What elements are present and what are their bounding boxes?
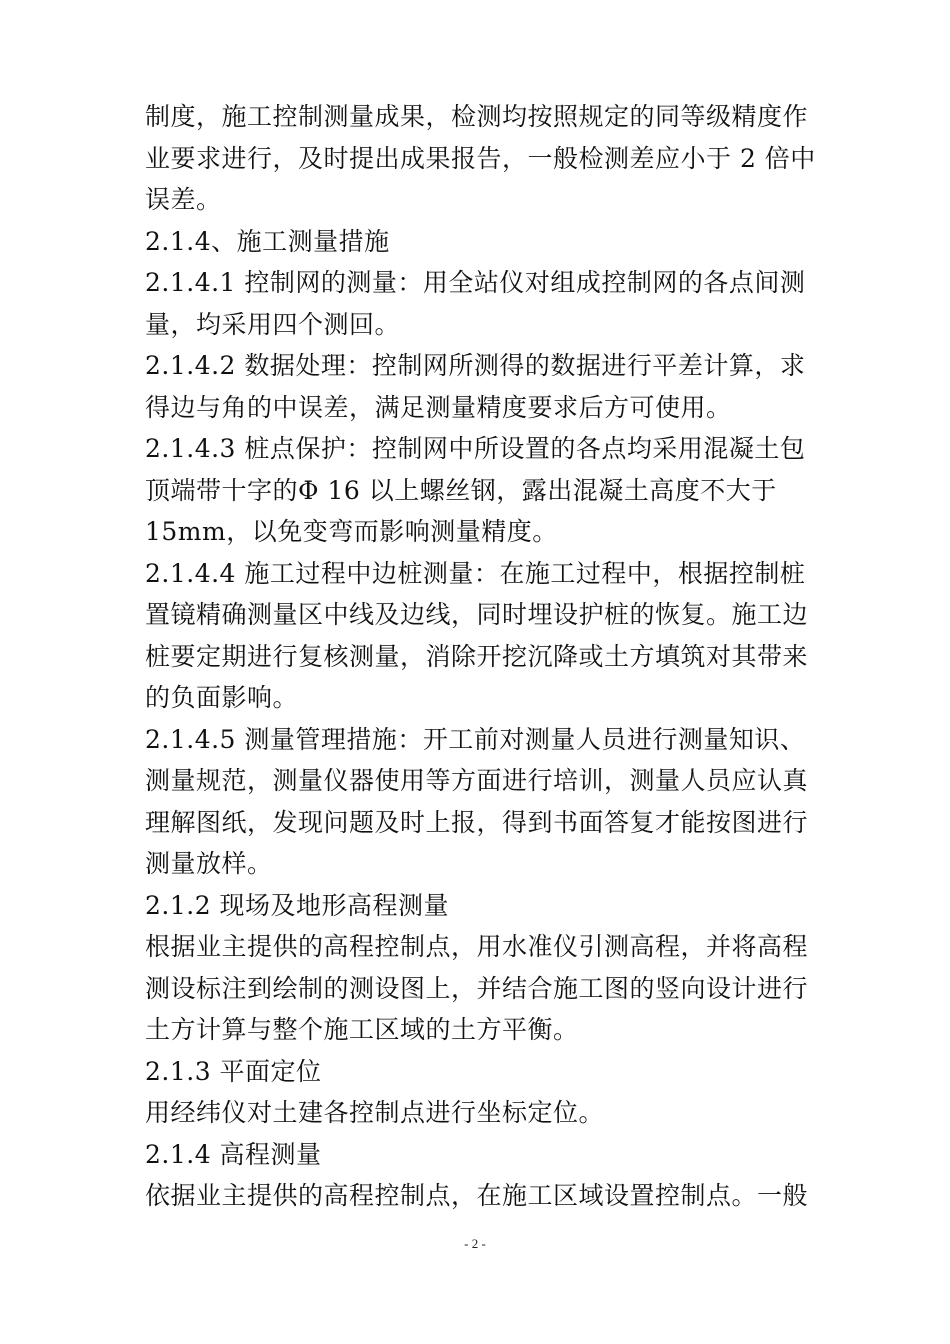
section-heading: 2.1.2 现场及地形高程测量 bbox=[145, 890, 450, 920]
section-heading: 2.1.3 平面定位 bbox=[145, 1056, 322, 1086]
text-line: 的负面影响。 bbox=[145, 683, 299, 712]
text-line: 根据业主提供的高程控制点，用水准仪引测高程，并将高程 bbox=[145, 932, 809, 961]
text-line: 2.1.4.5 测量管理措施：开工前对测量人员进行测量知识、 bbox=[145, 724, 806, 754]
text-line: 15mm，以免变弯而影响测量精度。 bbox=[145, 517, 558, 546]
text-line: 桩要定期进行复核测量，消除开挖沉降或土方填筑对其带来 bbox=[145, 641, 809, 671]
text-line: 2.1.4.2 数据处理：控制网所测得的数据进行平差计算，求 bbox=[145, 351, 806, 380]
document-body bbox=[145, 96, 825, 1217]
text-line: 得边与角的中误差，满足测量精度要求后方可使用。 bbox=[145, 392, 732, 422]
text-line: 理解图纸，发现问题及时上报，得到书面答复才能按图进行 bbox=[145, 807, 809, 837]
text-line: 2.1.4.3 桩点保护：控制网中所设置的各点均采用混凝土包 bbox=[145, 434, 806, 463]
text-line: 业要求进行，及时提出成果报告，一般检测差应小于 2 倍中 bbox=[145, 143, 816, 173]
text-line: 量，均采用四个测回。 bbox=[145, 309, 401, 339]
text-line: 用经纬仪对土建各控制点进行坐标定位。 bbox=[145, 1098, 605, 1127]
text-line: 土方计算与整个施工区域的土方平衡。 bbox=[145, 1015, 579, 1044]
text-line: 置镜精确测量区中线及边线，同时埋设护桩的恢复。施工边 bbox=[145, 600, 809, 629]
text-line: 测设标注到绘制的测设图上，并结合施工图的竖向设计进行 bbox=[145, 973, 809, 1003]
section-heading: 2.1.4、施工测量措施 bbox=[145, 226, 390, 256]
text-line: 依据业主提供的高程控制点，在施工区域设置控制点。一般 bbox=[145, 1181, 809, 1210]
text-line: 2.1.4.1 控制网的测量：用全站仪对组成控制网的各点间测 bbox=[145, 268, 806, 297]
text-line: 测量规范，测量仪器使用等方面进行培训，测量人员应认真 bbox=[145, 766, 809, 795]
text-line: 2.1.4.4 施工过程中边桩测量：在施工过程中，根据控制桩 bbox=[145, 558, 806, 588]
text-line: 顶端带十字的Φ 16 以上螺丝钢，露出混凝土高度不大于 bbox=[145, 475, 777, 505]
text-line: 测量放样。 bbox=[145, 849, 273, 878]
text-line: 制度，施工控制测量成果，检测均按照规定的同等级精度作 bbox=[145, 102, 809, 131]
page-number: - 2 - bbox=[464, 1236, 486, 1251]
text-line: 误差。 bbox=[145, 185, 222, 214]
section-heading: 2.1.4 高程测量 bbox=[145, 1139, 322, 1169]
